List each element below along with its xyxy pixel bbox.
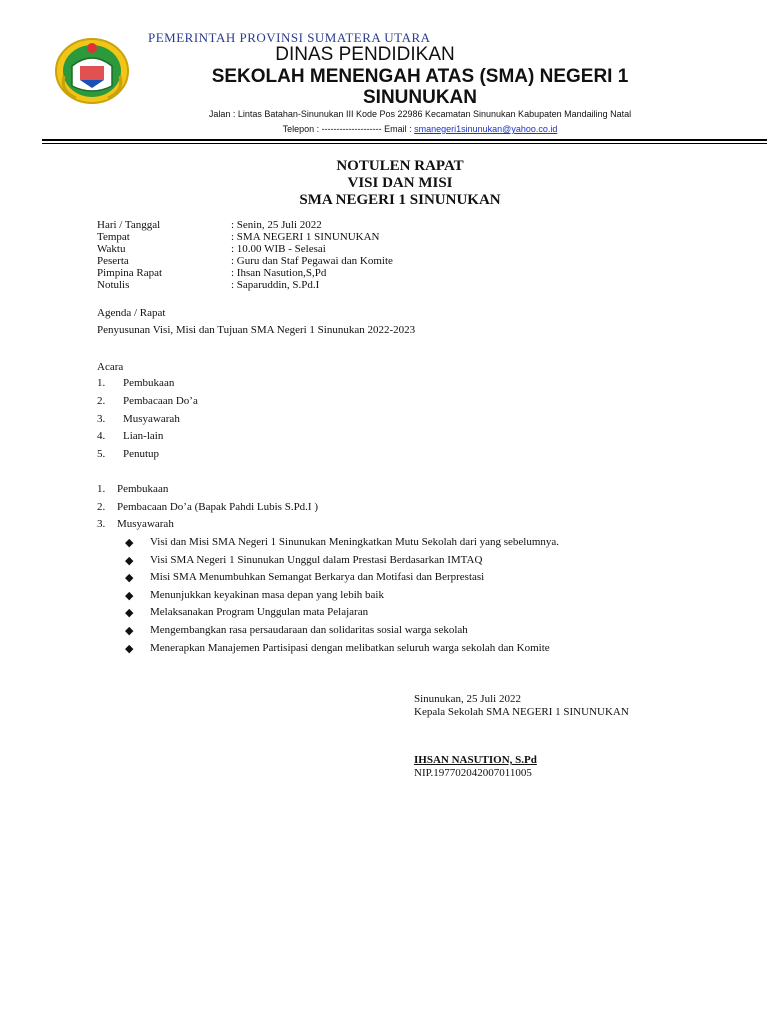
- info-value: : Saparuddin, S.Pd.I: [231, 279, 320, 291]
- school-address: Jalan : Lintas Batahan-Sinunukan III Kode Pos 22986 Kecamatan Sinunukan Kabupaten Mandailing Natal: [208, 109, 632, 119]
- signature-place-date: Sinunukan, 25 Juli 2022: [414, 693, 521, 705]
- list-item: Pembukaan: [117, 483, 169, 495]
- bullet-item: Menerapkan Manajemen Partisipasi dengan melibatkan seluruh warga sekolah dan Komite: [150, 642, 550, 654]
- list-item: Pembukaan: [123, 377, 175, 389]
- list-number: 3.: [97, 413, 106, 425]
- list-item: Pembacaan Do’a: [123, 395, 198, 407]
- header-divider-thin: [42, 143, 767, 144]
- list-number: 1.: [97, 483, 106, 495]
- list-number: 2.: [97, 501, 106, 513]
- bullet-item: Misi SMA Menumbuhkan Semangat Berkarya dan Motifasi dan Berprestasi: [150, 571, 485, 583]
- list-item: Musyawarah: [117, 518, 174, 530]
- doc-title-line3: SMA NEGERI 1 SINUNUKAN: [299, 192, 501, 208]
- bullet-icon: ◆: [125, 625, 134, 637]
- bullet-item: Visi dan Misi SMA Negeri 1 Sinunukan Meningkatkan Mutu Sekolah dari yang sebelumnya.: [150, 536, 560, 548]
- info-value: : 10.00 WIB - Selesai: [231, 243, 326, 255]
- bullet-icon: ◆: [125, 537, 134, 549]
- list-number: 1.: [97, 377, 106, 389]
- department-name: DINAS PENDIDIKAN: [275, 44, 455, 65]
- info-label: Hari / Tanggal: [97, 219, 161, 231]
- info-label: Tempat: [97, 231, 130, 243]
- provincial-emblem-logo: [50, 36, 134, 106]
- signatory-name: IHSAN NASUTION, S.Pd: [414, 754, 537, 766]
- header-divider-thick: [42, 139, 767, 141]
- info-value: : SMA NEGERI 1 SINUNUKAN: [231, 231, 380, 243]
- phone-label: Telepon : -------------------- Email :: [282, 124, 415, 134]
- doc-title-line2: VISI DAN MISI: [347, 175, 453, 191]
- doc-title-line1: NOTULEN RAPAT: [336, 158, 464, 174]
- acara-label: Acara: [97, 361, 124, 373]
- bullet-icon: ◆: [125, 607, 134, 619]
- signatory-nip: NIP.197702042007011005: [414, 767, 532, 779]
- info-value: : Guru dan Staf Pegawai dan Komite: [231, 255, 393, 267]
- bullet-icon: ◆: [125, 590, 134, 602]
- list-number: 3.: [97, 518, 106, 530]
- agenda-label: Agenda / Rapat: [97, 307, 166, 319]
- school-name: [180, 66, 660, 108]
- bullet-icon: ◆: [125, 572, 134, 584]
- list-item: Lian-lain: [123, 430, 164, 442]
- info-label: Pimpina Rapat: [97, 267, 163, 279]
- bullet-item: Visi SMA Negeri 1 Sinunukan Unggul dalam Prestasi Berdasarkan IMTAQ: [150, 554, 483, 566]
- info-label: Peserta: [97, 255, 129, 267]
- bullet-icon: ◆: [125, 555, 134, 567]
- list-item: Musyawarah: [123, 413, 180, 425]
- bullet-icon: ◆: [125, 643, 134, 655]
- list-item: Pembacaan Do’a (Bapak Pahdi Lubis S.Pd.I ): [117, 501, 319, 513]
- school-name-line2: SINUNUKAN: [363, 87, 477, 108]
- email-link[interactable]: smanegeri1sinunukan@yahoo.co.id: [414, 124, 558, 134]
- bullet-item: Melaksanakan Program Unggulan mata Pelajaran: [150, 606, 369, 618]
- contact-line: [150, 124, 690, 134]
- bullet-item: Menunjukkan keyakinan masa depan yang lebih baik: [150, 589, 384, 601]
- list-number: 4.: [97, 430, 106, 442]
- info-label: Notulis: [97, 279, 130, 291]
- province-name: PEMERINTAH PROVINSI SUMATERA UTARA: [148, 30, 431, 45]
- agenda-text: Penyusunan Visi, Misi dan Tujuan SMA Negeri 1 Sinunukan 2022-2023: [97, 324, 416, 336]
- signature-position: Kepala Sekolah SMA NEGERI 1 SINUNUKAN: [414, 706, 629, 718]
- list-number: 2.: [97, 395, 106, 407]
- info-value: : Ihsan Nasution,S,Pd: [231, 267, 327, 279]
- info-value: : Senin, 25 Juli 2022: [231, 219, 322, 231]
- info-label: Waktu: [97, 243, 126, 255]
- list-number: 5.: [97, 448, 106, 460]
- list-item: Penutup: [123, 448, 160, 460]
- bullet-item: Mengembangkan rasa persaudaraan dan solidaritas sosial warga sekolah: [150, 624, 468, 636]
- school-name-line1: SEKOLAH MENENGAH ATAS (SMA) NEGERI 1: [211, 66, 629, 87]
